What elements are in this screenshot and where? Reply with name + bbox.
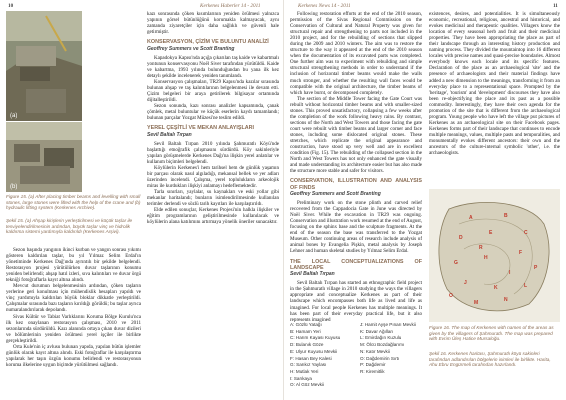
svg-text:D: D <box>459 235 463 241</box>
map-legend-left <box>290 322 360 389</box>
svg-text:R: R <box>479 245 483 251</box>
figure-15a-label: (a) <box>10 113 18 119</box>
legend-item: P: Dağdemir <box>360 362 386 368</box>
figure-15b-label: (b) <box>10 184 18 190</box>
paragraph: existences, desires, and potentialities. It is simultaneously economic, recreational, religious, ancestral and historical, and evokes medicinal and therapeutic qualities. Villagers know the location of every seasonal herb and fruit and their medicinal properties. They have been appropriating the place as part of their landscape through an interesting history production and naming process. They divided the mountaintop into 16 different locales with precise names and quasi-precise boundaries. Almost everybody knows each locale and its specific features. Declaration of the place as an archaeological 'site' and the presence of archaeologists and their material findings have added a new dimension to the meanings, transforming it from an everyday place to a representational space. Prompted by the 'heritage', 'tourism' and 'development' discourses they have also been re-objectifying the place and its past as a possible commodity. Interestingly, they have their own agenda for the promotion of the site that is different from the archaeological program. Young people who have left the village put pictures of Kerkenes as an archaeological site on their Facebook pages. Kerkenes forms part of their landscape that continues to encode multiple meanings, values, multiple pasts and temporalities, and monumentally evokes different ancestors: their own and the ancestors of the culture-internal symbolic 'other', i.e. the archaeologists. <box>429 11 560 157</box>
svg-text:B: B <box>504 213 508 219</box>
legend-item: I: Sarıkaya <box>290 375 312 381</box>
svg-text:N: N <box>504 297 508 303</box>
paragraph: Tarla sınırları, yaylalar, su kaynakları ve eski yollar gibi mekanlar haritalandı; bunların isimlendirilmesinde kullanılan terimler derlendi ve sözlü tarih kayıtları ile karşılaştırıldı. <box>147 188 279 207</box>
figure-15b-image <box>6 122 82 192</box>
section-title: THE LOCAL CONCEPTUALIZATIONS OF LANDSCAPE <box>290 258 422 271</box>
legend-item: H: Mutlak Yeri <box>290 368 319 374</box>
legend-item: L: Emirdağın Kuzulu <box>360 335 402 341</box>
paragraph: Sivas Kültür ve Tabiat Varlıklarını Koruma Bölge Kurulu'nca ilk kez onaylanan restorasyon çalışması, 2010 ve 2011 sezonlarında sürdürüldü. Kazı alanında ortaya çıkan duvar dizileri ve bölümlerinin yeniden örülmesi yerel işçiler ile birlikte gerçekleştirildi. <box>6 313 141 344</box>
legend-item: B: Hamam Yeri <box>290 328 321 334</box>
paragraph: Sezon sonunda, kazı sonrası analizler kapsamında, çanak çömlek, metal buluntular ve küçük eserlerin kaydı tamamlandı; bulunan parçalar Yozgat Müzesi'ne teslim edildi. <box>147 102 279 122</box>
section-author: Geoffrey Summers ve Scott Branting <box>147 45 235 52</box>
svg-text:L: L <box>524 283 528 289</box>
svg-text:A: A <box>469 215 473 221</box>
figure-15b-photo <box>6 122 82 192</box>
svg-text:K: K <box>494 285 498 291</box>
paragraph: Following restoration efforts at the end of the 2010 season, permission of the Sivas Regional Commission on the Conservation of Cultural and Natural Property was given for structural repair and strengthening to parts not included in the 2010 project, and for the rebuilding of sections that slipped during the 2009 and 2010 winters. The aim was to restore the structure to the way it appeared at the end of the 2010 season when the documentation of its excavated parts was completed. One further aim was to experiment with rebuilding and simple structural strengthening methods in order to understand if the inclusion of horizontal timber beams would make the walls much stronger, and whether the resulting wall faces would be compatible with the original architecture, the timber beams of which have burnt, or decomposed completely. <box>290 11 422 96</box>
legend-item: N: Katır Mevkii <box>360 348 390 354</box>
paragraph: Orta Kule'nin iç avlusu bulunan yapıda, yapılan bütün işlemler günlük olarak kayıt altına alındı. Eski fotoğraflar ile karşılaştırma yapılarak her taşın özgün konumu belirlendi ve restorasyonun koruma ilkelerine uygun biçimde yürütülmesi sağlandı. <box>6 343 141 368</box>
legend-item: E: Ulyur Kuyusu Mevkii <box>290 348 338 354</box>
paragraph: Preliminary work on the stone plinth and carved relief recovered from the Cappadocia Gate in June was directed by Noël Siver. While the excavation in TR29 was ongoing. Conservation and illustration work resumed at the end of August, focusing on the sphinx base and the sculpture fragments. At the end of the season the base was transferred to the Yozgat Museum. Other continuing areas of research include analysis of animal bones by Evangelia Pişkin, metal analysis by Joseph Lehner and human skeletal studies by Yılmaz Selim Erdal. <box>290 200 422 255</box>
svg-text:C: C <box>524 230 528 236</box>
paragraph: Sevil Baltalı Tırpan 2010 yılında Şahmuratlı Köyü'nde başlattığı etnoğrafik çalışmasını sürdürdü. Köy sakinleriyle yapılan görüşmelerde Kerkenes Dağı'na ilişkin yerel anlatılar ve kullanım biçimleri belgelendi. <box>147 140 279 165</box>
figure-15-caption-en: Figure 15. (a) After placing timber beams and levelling with small stones, large stones were lifted with the help of the crane and (b) hydraulic lifting system (Kerkenes Archive). <box>6 194 141 211</box>
right-page <box>284 11 566 398</box>
paragraph: Sevil Baltalı Tırpan has started an ethnographic field project in the Şahmuratlı village in 2010 studying the ways the villagers appropriate and conceptualize Kerkenes as part of their landscape which encompasses both life as lived and life as imagined. For local people Kerkenes has multiple meanings. It has been part of their everyday practical life, but it also represents imagined <box>290 280 422 323</box>
svg-text:G: G <box>454 260 458 266</box>
legend-item: M: Ölcü Bozdağlarımı <box>360 342 405 348</box>
figure-16-caption-en: Figure 16. The map of Kerkenes with names of the areas as given by the villagers of Şahmuratlı. The map was prepared with Evrim Üleş Hatice Mursaloğu. <box>429 325 554 342</box>
legend-item: K: Davar Ağılları <box>360 328 394 334</box>
legend-item: D: Bulanık Göze <box>290 342 324 348</box>
svg-text:M: M <box>474 300 479 306</box>
figure-16-map <box>429 189 560 322</box>
paragraph: The section of the Middle Tower facing the Gate Court was rebuilt without horizontal timber beams and with smaller-sized stones. This proved unsatisfactory, collapsing a few weeks after the completion of the work following heavy rains. By contrast, sections of the North and West Towers and those facing the gate court were rebuilt with timber beams and larger corner and face stones, including some dislocated original stones. These stretches, which replicate the original appearance and construction, have stood up very well and are in excellent condition (Fig. 15). The rebuilding of the collapsed section in the North and West Towers has not only enhanced the gate visually and made understanding its architecture easier but has also made the structure more stable and safer for visitors. <box>290 95 422 175</box>
legend-item: O: Dağdemirin Sırtı <box>360 355 400 361</box>
paragraph: kazı sonrasında çöken kısımlarının yeniden örülmesi yalnızca yapının görsel bütünlüğünü korumakla kalmayacak, aynı zamanda ziyaretçiler için daha sağlıklı ve güvenli hale getirmiştir. <box>147 11 279 36</box>
legend-item: R: Kiremitlik <box>360 368 385 374</box>
right-page-number: 11 <box>553 3 558 9</box>
figure-15-caption-tr: Şekil 15. (a) Ahşap kirişlerin yerleştirilmesi ve küçük taşlar ile tesviyelendirilmesinin ardından, büyük taşlar vinç ve hidrolik kaldırma sistemi yardımıyla kaldırıldı (Kerkenes Arşivi). <box>6 218 133 235</box>
section-author: Sevil Baltalı Tırpan <box>147 131 192 138</box>
section-title: KONSERVASYON, ÇİZİM VE BULUNTU ANALİZİ <box>147 39 269 46</box>
paragraph: Kapadokya Kapısı'nda açığa çıkarılan taş kaide ve kabartmalı yontunun konservasyonu Noël Siver tarafından yürütüldü. Kaide ve kabartma, 1993 yılında bulunduğundan bu yana ilk kez detaylı şekilde incelenerek yeniden tanımlandı. <box>147 54 279 79</box>
svg-text:E: E <box>489 230 493 236</box>
legend-item: O: Al Göz Mevkii <box>290 382 324 388</box>
paragraph: Mevcut durumun belgelenmesinin ardından, çöken taşların yerlerine geri konulması için mühendislik hesapları yapıldı ve vinç yardımıyla kaldırılan büyük bloklar dikkatle yerleştirildi. Çalışmalar sırasında bazı taşların kırıldığı görüldü; bu taşlar ayrıca numaralandırılarak depolandı. <box>6 283 141 314</box>
left-page <box>0 11 283 398</box>
figure-15a-photo <box>6 11 82 121</box>
left-col2-body <box>147 11 279 397</box>
paragraph: Sezon başında yangının ikinci kurban ve yangın sonrası yıkımı gösteren kaldırılan taşlar, bu yıl Yılmaz Selim Erdal'ın yönetiminde Kerkenes Dağ'ında ayrıntılı bir şekilde belgelendi. Restorasyon projesi yürütülürken duvar taşlarının konumu yeniden belirlendi; ahşap hatıl izleri, sıva kalıntıları ve duvar örgü tekniği fotoğraflarla kayıt altına alındı. <box>6 247 141 284</box>
paragraph: Konservasyon çalışmaları, TR29 Kapısı'nda kazılar sırasında bulunan ahşap ve taş kalıntılarının belgelenmesi ile devam etti. Çizim belgeleri bir araya getirilerek bilgisayar ortamında dijitalleştirildi. <box>147 78 279 103</box>
left-page-number: 10 <box>8 3 14 9</box>
section-title: YEREL ÇEŞİTLİ VE MEKAN ANLAYIŞLARI <box>147 125 255 132</box>
right-col2-body <box>429 11 560 187</box>
right-header-title: Kerkenes News 14 - 2011 <box>298 3 351 9</box>
legend-item: C: Harım Kayası Kuyusu <box>290 335 341 341</box>
paragraph: Köylülerin Kerkenes'i hem tarihsel hem de günlük yaşamın bir parçası olarak nasıl algıladığı, mekansal bellek ve yer adları üzerinden incelendi. Çalışma, yerel toplulukların arkeolojik miras ile kurdukları ilişkiyi anlamayı hedeflemektedir. <box>147 164 279 189</box>
legend-item: J: Hamit Ayşe Pınarı Mevkii <box>360 322 416 327</box>
figure-16-map-image <box>429 189 560 322</box>
svg-text:P: P <box>534 265 538 271</box>
svg-text:J: J <box>464 280 467 286</box>
figure-15a-image <box>6 11 82 121</box>
svg-text:O: O <box>449 293 453 299</box>
paragraph: Elde edilen sonuçlar, Kerkenes Projesi'nin halkla ilişkiler ve eğitim programlarının geliştirilmesinde kullanılacak ve köylülerin alana katılımını artırmaya yönelik öneriler sunacaktır. <box>147 207 279 226</box>
section-author: Sevil Baltalı Tırpan <box>290 271 335 278</box>
legend-item: F: Hasan Bey Kalesi <box>290 355 332 361</box>
section-author: Geoffrey Summers and Scott Branting <box>290 191 381 198</box>
svg-text:H: H <box>484 255 488 261</box>
left-col1-body <box>6 247 141 399</box>
left-header-title: Kerkenes Haberler 14 - 2011 <box>200 3 261 9</box>
legend-item: G: Sarıkız Yaylası <box>290 362 327 368</box>
svg-text:I: I <box>509 270 511 276</box>
svg-text:F: F <box>519 250 523 256</box>
legend-item: A: Gözlü Yatağı <box>290 322 322 327</box>
section-title: CONSERVATION, ILLUSTRATION AND ANALYSIS OF FINDS <box>290 178 422 191</box>
map-legend-right <box>360 322 426 376</box>
figure-16-caption-tr: Şekil 16. Kerkenes haritası, Şahmuratlı köyü sakinleri tarafından adlandırılan bölgelerin isimleri ile birlikte. Harita, Ahu Ebru Engürmeli tarafından hazırlandı. <box>429 351 551 368</box>
